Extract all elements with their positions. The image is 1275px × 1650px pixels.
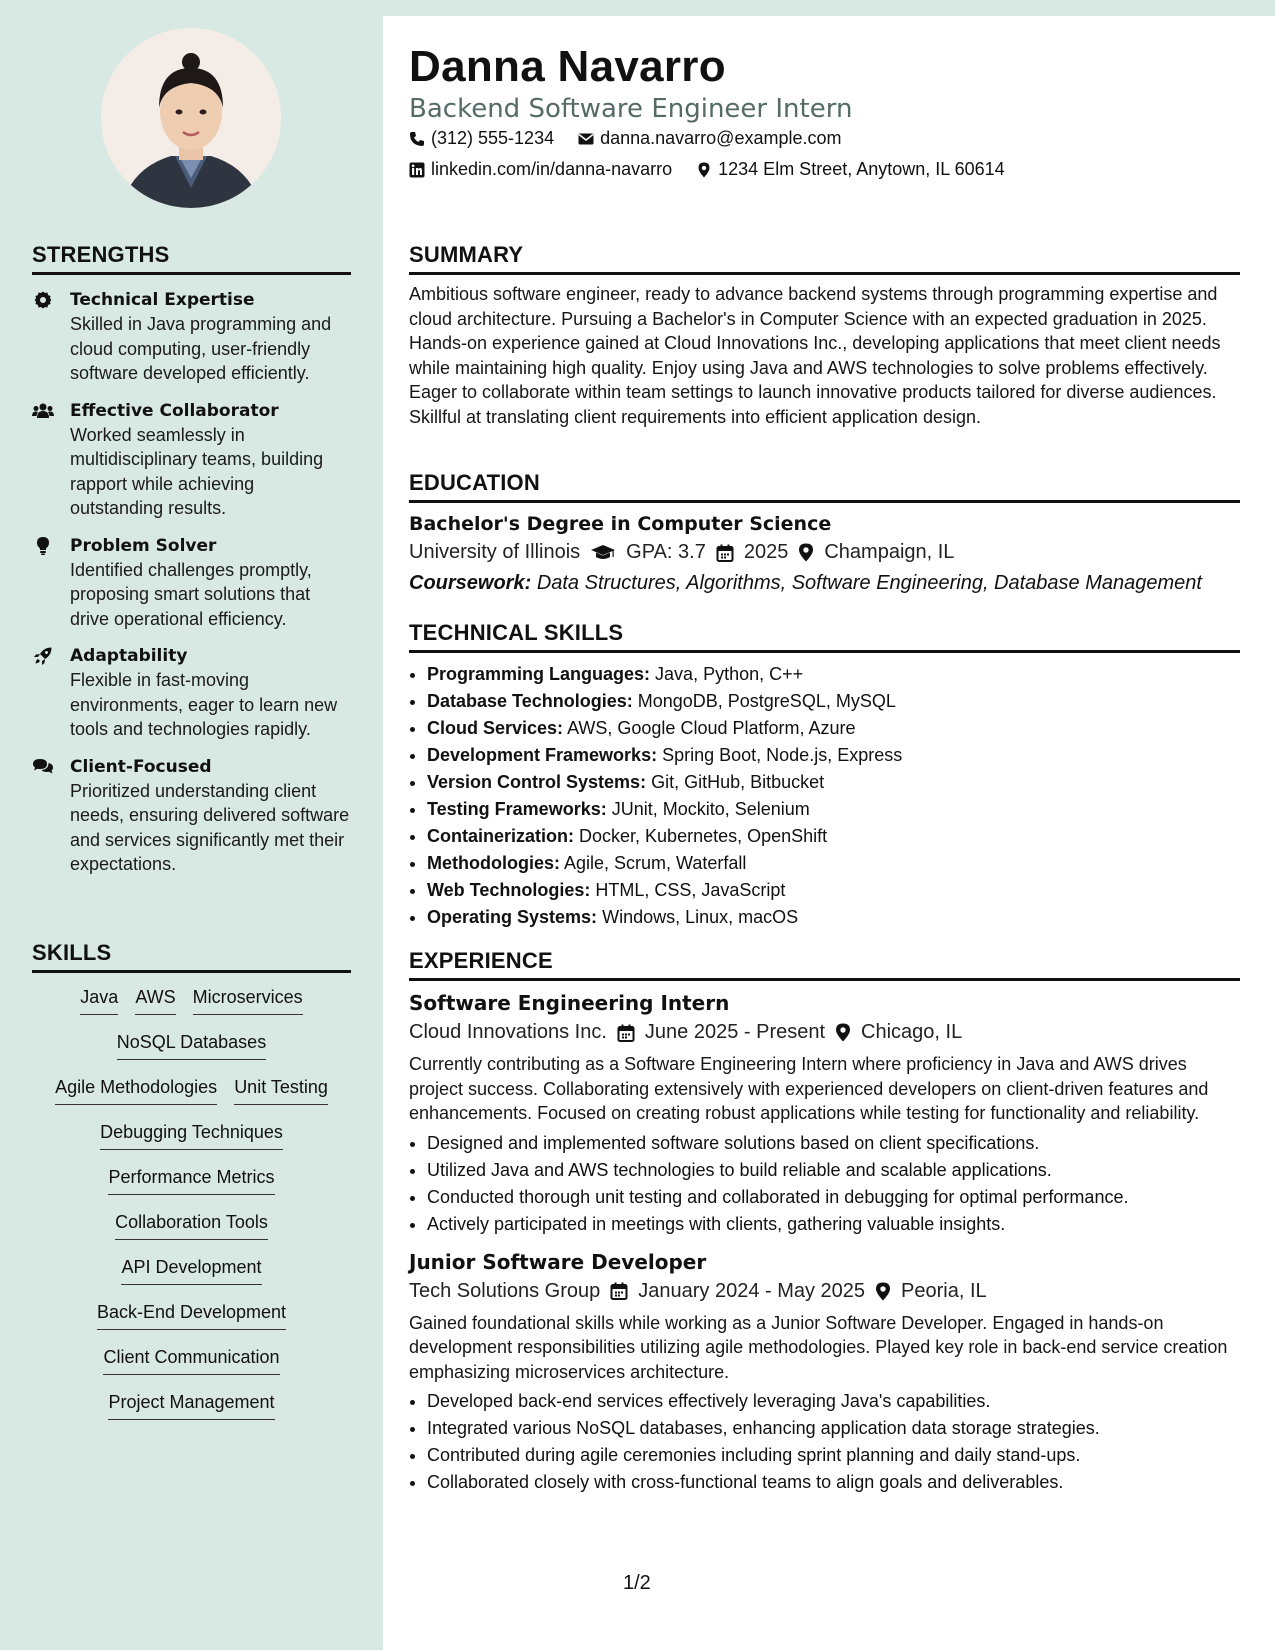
coursework-label: Coursework: (409, 572, 532, 594)
summary-text: Ambitious software engineer, ready to advance backend systems through programming expertise and cloud architecture. Pursuing a Bachelor's in Computer Science with an expected graduation in 2025. Hands-on experience gained at Cloud Innovations Inc., developing applications that meet client needs while maintaining high quality. Enjoy using Java and AWS technologies to solve problems effectively. Eager to collaborate within team settings to launch innovative products tailored for diverse audiences. Skillful at translating client requirements into efficient application design. (409, 284, 1221, 427)
calendar-icon (610, 1282, 628, 1300)
strength-desc: Identified challenges promptly, proposing smart solutions that drive operational efficiency. (70, 559, 312, 629)
skill-row (32, 1030, 351, 1075)
list-item (427, 769, 1240, 796)
skill-category: Version Control Systems: (427, 772, 647, 792)
strengths-section (32, 242, 351, 877)
strength-desc: Skilled in Java programming and cloud computing, user-friendly software developed efficiently. (70, 314, 332, 383)
list-item: • Designed and implemented software solutions based on client specifications. (427, 1130, 1240, 1157)
skill-category: Containerization: (427, 826, 574, 846)
list-item: • Developed back-end services effectively leveraging Java's capabilities. (427, 1388, 1240, 1415)
job-dates: June 2025 - Present (644, 1021, 826, 1043)
skill-values: JUnit, Mockito, Selenium (611, 799, 810, 819)
experience-section (409, 948, 1240, 1496)
list-item: • Utilized Java and AWS technologies to build reliable and scalable applications. (427, 1157, 1240, 1184)
users-icon (32, 401, 54, 421)
job-entry (409, 991, 1240, 1238)
degree-title: Bachelor's Degree in Computer Science (409, 513, 832, 535)
person-name: Danna Navarro (409, 42, 726, 91)
gear-icon (32, 290, 54, 310)
job-entry (409, 1250, 1240, 1497)
calendar-icon (716, 544, 734, 562)
skill-values: Agile, Scrum, Waterfall (564, 853, 747, 873)
skill-tag: Unit Testing (234, 1075, 328, 1105)
job-meta (409, 1021, 1240, 1044)
linkedin-link[interactable]: linkedin.com/in/danna-navarro (431, 159, 673, 179)
skill-row (32, 1390, 351, 1435)
skill-tag: Client Communication (103, 1345, 279, 1375)
coursework-list: Data Structures, Algorithms, Software Engineering, Database Management (536, 572, 1202, 594)
strengths-heading: STRENGTHS (32, 242, 351, 275)
experience-heading: EXPERIENCE (409, 948, 1240, 981)
linkedin-icon (409, 162, 425, 178)
skill-tag: Agile Methodologies (55, 1075, 217, 1105)
skill-tag: Collaboration Tools (115, 1210, 268, 1240)
strength-item (32, 644, 351, 742)
envelope-icon (578, 131, 594, 147)
skill-category: Operating Systems: (427, 907, 598, 927)
skill-tag: API Development (121, 1255, 261, 1285)
strength-item (32, 399, 351, 521)
summary-heading: SUMMARY (409, 242, 1240, 275)
list-item (427, 823, 1240, 850)
list-item: • Contributed during agile ceremonies including sprint planning and daily stand-ups. (427, 1442, 1240, 1469)
map-marker-icon (798, 543, 814, 562)
skill-values: Git, GitHub, Bitbucket (651, 772, 825, 792)
strength-title: Client-Focused (70, 756, 212, 777)
job-location: Chicago, IL (861, 1021, 963, 1043)
skill-tag: Performance Metrics (108, 1165, 274, 1195)
list-item (427, 742, 1240, 769)
school-name: University of Illinois (409, 541, 581, 563)
gpa-value: GPA: 3.7 (626, 541, 706, 563)
strength-title: Effective Collaborator (70, 400, 279, 421)
list-item: • Actively participated in meetings with clients, gathering valuable insights. (427, 1211, 1240, 1238)
address-text: 1234 Elm Street, Anytown, IL 60614 (718, 159, 1005, 179)
list-item: • Conducted thorough unit testing and collaborated in debugging for optimal performance. (427, 1184, 1240, 1211)
skill-row (32, 1210, 351, 1255)
technical-skills-section (409, 620, 1240, 931)
comments-icon (32, 757, 54, 777)
skill-values: Windows, Linux, macOS (602, 907, 799, 927)
strength-desc: Prioritized understanding client needs, ensuring delivered software and services significantly met their expectations. (70, 780, 350, 874)
skill-tag: AWS (135, 985, 175, 1015)
strength-title: Technical Expertise (70, 290, 255, 310)
job-summary: Currently contributing as a Software Engineering Intern where proficiency in Java and AWS drives project success. Collaborating extensively with experienced developers on client-driven features and enhancements. Focused on creating robust applications while testing for functionality and reliability. (409, 1054, 1209, 1123)
skill-tag: Java (80, 985, 118, 1015)
rocket-icon (32, 646, 54, 666)
skill-category: Development Frameworks: (427, 745, 658, 765)
calendar-icon (617, 1024, 635, 1042)
job-dates: January 2024 - May 2025 (638, 1279, 866, 1302)
education-section (409, 470, 1240, 595)
phone-icon (409, 131, 425, 147)
strength-title: Problem Solver (70, 535, 217, 556)
skill-category: Cloud Services: (427, 718, 564, 738)
skill-category: Database Technologies: (427, 691, 633, 711)
skill-values: Spring Boot, Node.js, Express (662, 745, 903, 765)
skill-values: HTML, CSS, JavaScript (595, 880, 786, 900)
profile-photo (101, 28, 281, 208)
strength-item (32, 288, 351, 386)
skill-tag: Debugging Techniques (100, 1120, 283, 1150)
list-item (427, 688, 1240, 715)
skill-tag: Microservices (193, 985, 303, 1015)
school-location: Champaign, IL (824, 541, 955, 563)
strength-item (32, 755, 351, 877)
education-heading: EDUCATION (409, 470, 1240, 503)
skill-row (32, 1255, 351, 1300)
skill-row (32, 1120, 351, 1165)
phone-number[interactable]: (312) 555-1234 (431, 128, 555, 148)
map-marker-icon (835, 1023, 851, 1042)
job-summary: Gained foundational skills while working as a Junior Software Developer. Engaged in hands-on development responsibilities utilizing agile methodologies. Played key role in back-end service creation emphasizing microservices architecture. (409, 1312, 1228, 1382)
skills-cloud (32, 985, 351, 1435)
skill-category: Programming Languages: (427, 664, 651, 684)
skill-values: Docker, Kubernetes, OpenShift (579, 826, 828, 846)
job-title: Junior Software Developer (409, 1249, 707, 1274)
lightbulb-icon (32, 536, 54, 556)
graduation-year: 2025 (743, 541, 789, 563)
company-name: Tech Solutions Group (409, 1279, 601, 1302)
contact-line-2 (409, 159, 1005, 180)
technical-skills-heading: TECHNICAL SKILLS (409, 620, 1240, 653)
list-item (427, 715, 1240, 742)
skill-row (32, 1075, 351, 1120)
map-marker-icon (875, 1282, 891, 1301)
job-location: Peoria, IL (901, 1279, 987, 1302)
skill-values: MongoDB, PostgreSQL, MySQL (637, 691, 896, 711)
strength-title: Adaptability (70, 646, 188, 666)
page-number: 1/2 (623, 1572, 651, 1594)
job-title: Software Engineering Intern (409, 991, 730, 1015)
strength-desc: Worked seamlessly in multidisciplinary teams, building rapport while achieving outstanding results. (70, 424, 324, 518)
summary-section (409, 242, 1240, 429)
list-item (427, 904, 1240, 931)
list-item (427, 850, 1240, 877)
skill-row (32, 1165, 351, 1210)
skill-tag: Project Management (108, 1390, 274, 1420)
skill-values: Java, Python, C++ (655, 664, 804, 684)
skill-row (32, 985, 351, 1030)
person-role: Backend Software Engineer Intern (409, 94, 853, 124)
list-item: • Integrated various NoSQL databases, enhancing application data storage strategies. (427, 1415, 1240, 1442)
job-meta (409, 1280, 1240, 1303)
map-marker-icon (696, 162, 712, 178)
list-item: • Collaborated closely with cross-functional teams to align goals and deliverables. (427, 1469, 1240, 1496)
graduation-cap-icon (590, 544, 616, 562)
technical-skills-list (409, 661, 1240, 931)
strength-item (32, 534, 351, 632)
email-link[interactable]: danna.navarro@example.com (600, 128, 842, 148)
job-bullets (409, 1130, 1240, 1238)
skill-tag: NoSQL Databases (117, 1030, 266, 1060)
skill-category: Methodologies: (427, 853, 560, 873)
strength-desc: Flexible in fast-moving environments, eager to learn new tools and technologies rapidly. (70, 670, 338, 739)
skill-values: AWS, Google Cloud Platform, Azure (567, 718, 856, 738)
company-name: Cloud Innovations Inc. (409, 1021, 607, 1043)
skill-category: Testing Frameworks: (427, 799, 607, 819)
coursework-line (409, 572, 1240, 595)
education-meta (409, 541, 1240, 564)
skill-tag: Back-End Development (97, 1300, 286, 1330)
job-bullets (409, 1388, 1240, 1496)
skills-section (32, 940, 351, 1435)
list-item (427, 796, 1240, 823)
skill-row (32, 1300, 351, 1345)
contact-line-1 (409, 128, 842, 149)
skill-category: Web Technologies: (427, 880, 591, 900)
list-item (427, 661, 1240, 688)
list-item (427, 877, 1240, 904)
skill-row (32, 1345, 351, 1390)
skills-heading: SKILLS (32, 940, 351, 973)
